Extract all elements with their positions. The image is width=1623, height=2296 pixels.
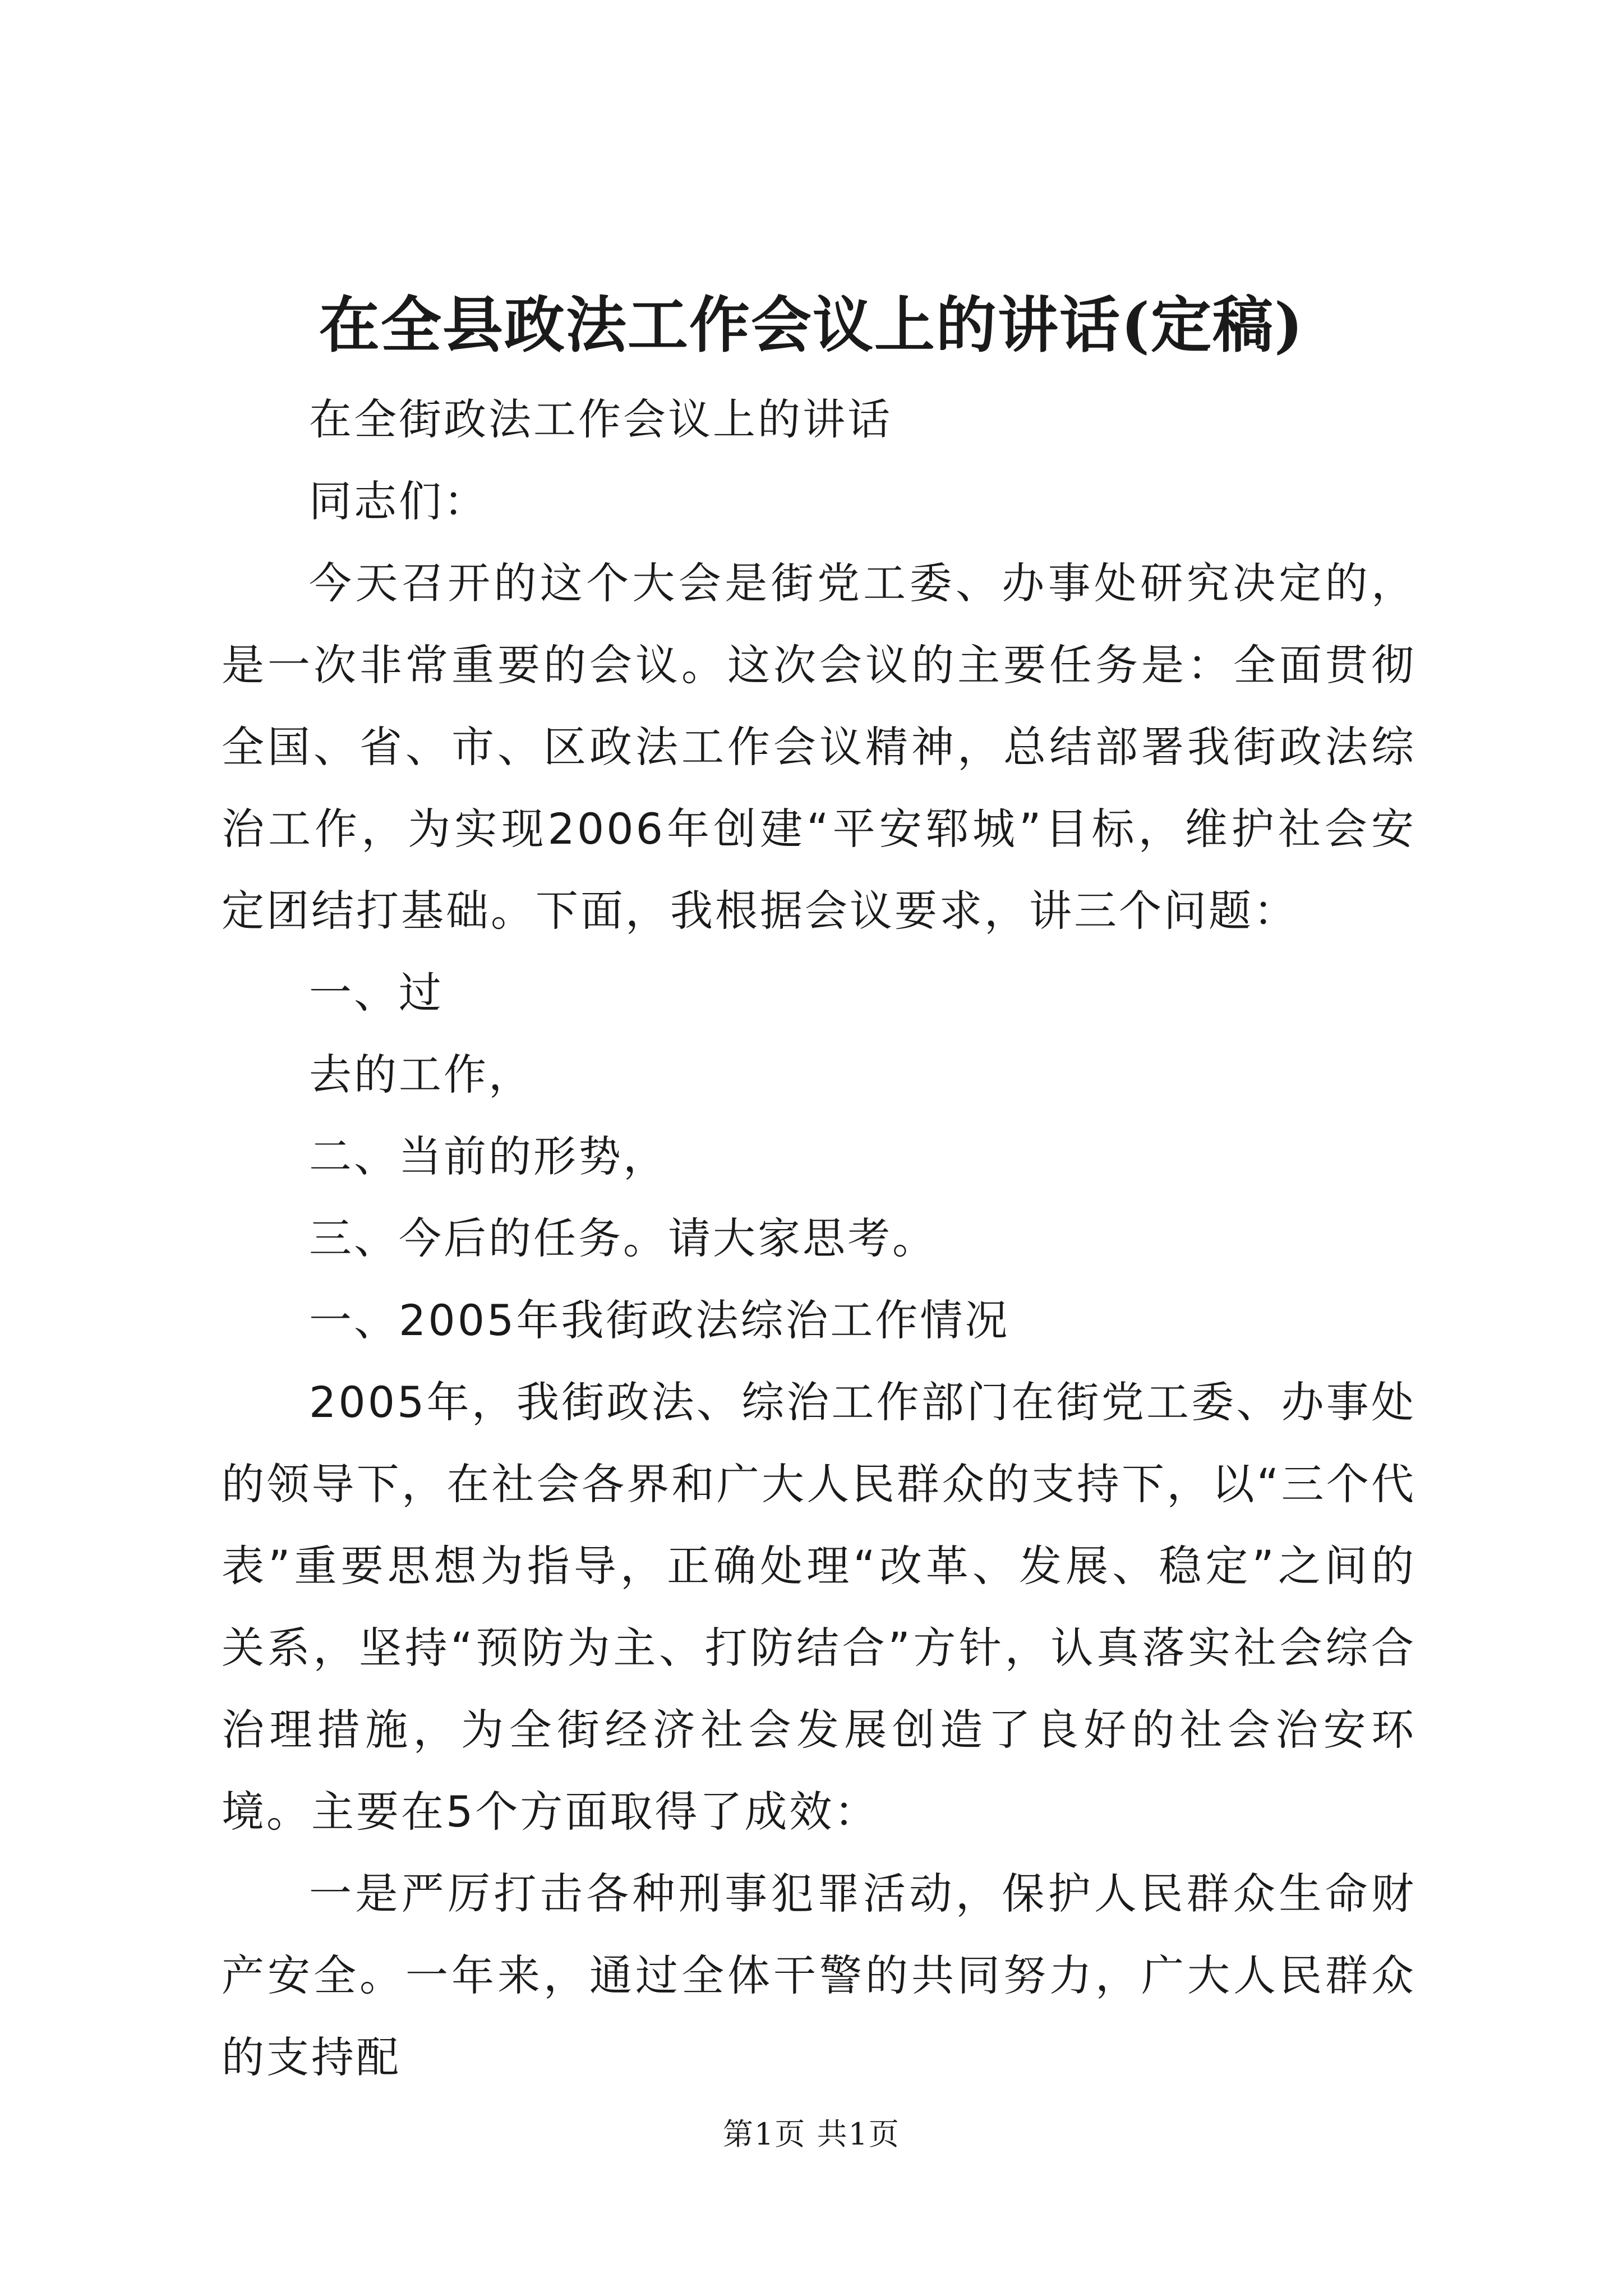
section-1-paragraph: 2005年，我街政法、综治工作部门在街党工委、办事处的领导下，在社会各界和广大人民群众的支持下，以“三个代表”重要思想为指导，正确处理“改革、发展、稳定”之间的关系，坚持“预防为主、打防结合”方针，认真落实社会综合治理措施，为全街经济社会发展创造了良好的社会治安环境。主要在5个方面取得了成效： [222, 1377, 1416, 1837]
outline-item-1a: 一、过 [309, 968, 444, 1018]
page-footer: 第1页 共1页 [723, 2116, 900, 2152]
outline-item-3: 三、今后的任务。请大家思考。 [309, 1213, 937, 1263]
intro-paragraph: 今天召开的这个大会是街党工委、办事处研究决定的，是一次非常重要的会议。这次会议的主要任务是：全面贯彻全国、省、市、区政法工作会议精神，总结部署我街政法综治工作，为实现2006年创建“平安郓城”目标，维护社会安定团结打基础。下面，我根据会议要求，讲三个问题： [222, 558, 1416, 936]
outline-item-1b: 去的工作， [309, 1050, 533, 1099]
section-1-point-1: 一是严厉打击各种刑事犯罪活动，保护人民群众生命财产安全。一年来，通过全体干警的共同努力，广大人民群众的支持配 [222, 1869, 1416, 2082]
salutation-paragraph: 同志们： [309, 476, 488, 526]
outline-item-2: 二、当前的形势， [309, 1131, 668, 1181]
document-title: 在全县政法工作会议上的讲话(定稿) [319, 290, 1304, 361]
document-body [222, 379, 1416, 2099]
subtitle-paragraph: 在全街政法工作会议上的讲话 [309, 394, 892, 444]
section-heading-1: 一、2005年我街政法综治工作情况 [309, 1295, 1010, 1345]
